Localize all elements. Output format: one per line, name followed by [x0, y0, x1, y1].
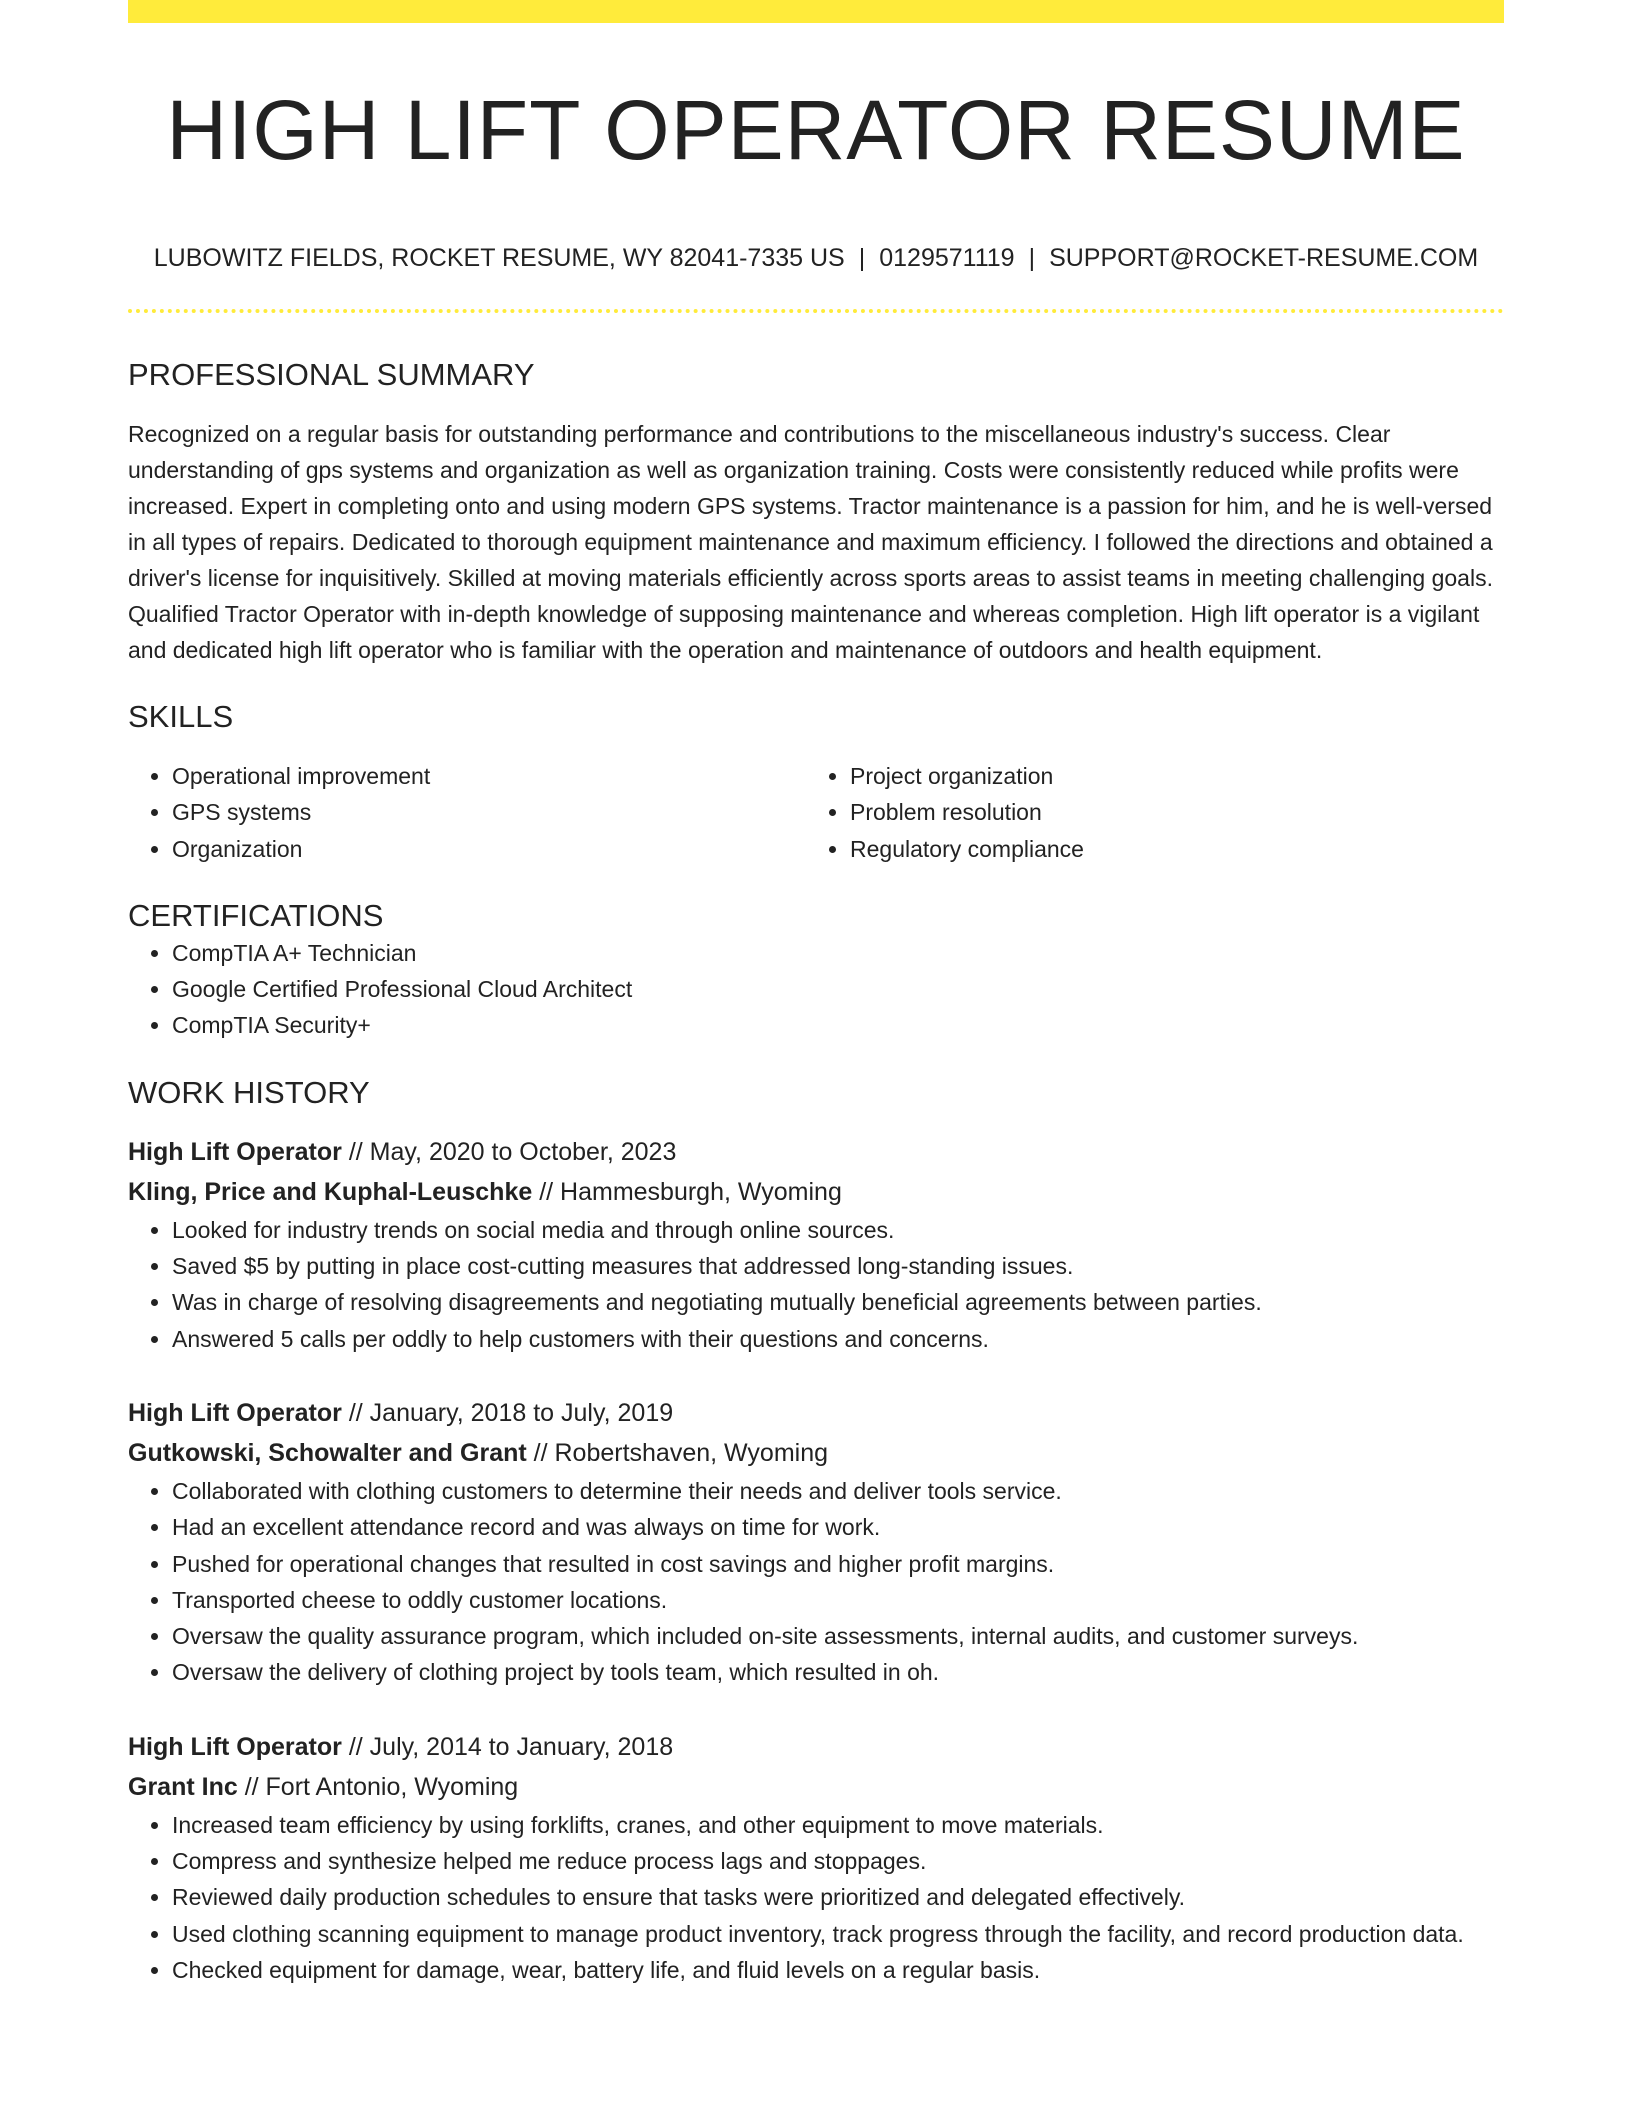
job-title: High Lift Operator: [128, 1137, 342, 1166]
job-bullet: • Transported cheese to oddly customer locations.: [172, 1582, 1504, 1618]
job-bullet: • Saved $5 by putting in place cost-cutting measures that addressed long-standing issues.: [172, 1248, 1504, 1284]
skills-column-left: [128, 758, 806, 867]
job-dates: // July, 2014 to January, 2018: [348, 1732, 674, 1761]
job-bullet: • Pushed for operational changes that resulted in cost savings and higher profit margins.: [172, 1546, 1504, 1582]
job-bullet: • Oversaw the delivery of clothing project by tools team, which resulted in oh.: [172, 1654, 1504, 1690]
skill-item: • Regulatory compliance: [850, 831, 1484, 867]
job-title: High Lift Operator: [128, 1732, 342, 1761]
job-bullet: • Looked for industry trends on social media and through online sources.: [172, 1212, 1504, 1248]
skill-item: • GPS systems: [172, 794, 806, 830]
job-title-line: [128, 1132, 1504, 1172]
work-history-heading: WORK HISTORY: [128, 1074, 370, 1110]
job-company: Grant Inc: [128, 1772, 238, 1801]
job-bullet: • Oversaw the quality assurance program, which included on-site assessments, internal audits, and customer surveys.: [172, 1618, 1504, 1654]
job-company: Kling, Price and Kuphal-Leuschke: [128, 1177, 533, 1206]
certifications-heading: CERTIFICATIONS: [128, 897, 384, 933]
contact-phone: 0129571119: [879, 244, 1015, 272]
job-company-line: [128, 1172, 1504, 1212]
certifications-list: [128, 935, 1504, 1044]
job-dates: // January, 2018 to July, 2019: [348, 1398, 674, 1427]
job-bullet: • Checked equipment for damage, wear, battery life, and fluid levels on a regular basis.: [172, 1952, 1504, 1988]
contact-separator: |: [1028, 244, 1036, 272]
skills-column-right: [806, 758, 1484, 867]
skill-item: • Project organization: [850, 758, 1484, 794]
header-divider: [128, 309, 1504, 313]
job-title: High Lift Operator: [128, 1398, 342, 1427]
job-entry: [128, 1727, 1504, 1988]
job-location: // Robertshaven, Wyoming: [533, 1438, 829, 1467]
job-location: // Fort Antonio, Wyoming: [244, 1772, 519, 1801]
skills-list-right: [806, 758, 1484, 867]
contact-email: SUPPORT@ROCKET-RESUME.COM: [1049, 244, 1479, 272]
job-company-line: [128, 1433, 1504, 1473]
job-bullet: • Was in charge of resolving disagreements and negotiating mutually beneficial agreements between parties.: [172, 1284, 1504, 1320]
job-bullet: • Had an excellent attendance record and was always on time for work.: [172, 1509, 1504, 1545]
summary-text: Recognized on a regular basis for outstanding performance and contributions to the miscellaneous industry's success. Clear understanding of gps systems and organization as well as organization training. Costs were consistently reduced while profits were increased. Expert in completing onto and using modern GPS systems. Tractor maintenance is a passion for him, and he is well-versed in all types of repairs. Dedicated to thorough equipment maintenance and maximum efficiency. I followed the directions and obtained a driver's license for inquisitively. Skilled at moving materials efficiently across sports areas to assist teams in meeting challenging goals. Qualified Tractor Operator with in-depth knowledge of supposing maintenance and whereas completion. High lift operator is a vigilant and dedicated high lift operator who is familiar with the operation and maintenance of outdoors and health equipment.: [128, 421, 1493, 663]
job-bullet: • Increased team efficiency by using forklifts, cranes, and other equipment to move materials.: [172, 1807, 1504, 1843]
certification-item: • Google Certified Professional Cloud Architect: [172, 971, 1504, 1007]
resume-title: HIGH LIFT OPERATOR RESUME: [166, 83, 1466, 177]
job-bullets: [128, 1473, 1504, 1691]
skills-list-left: [128, 758, 806, 867]
job-location: // Hammesburgh, Wyoming: [539, 1177, 842, 1206]
job-title-line: [128, 1393, 1504, 1433]
skill-item: • Organization: [172, 831, 806, 867]
contact-separator: |: [858, 244, 866, 272]
resume-content: [128, 0, 1504, 1988]
job-bullets: [128, 1212, 1504, 1357]
job-entry: [128, 1393, 1504, 1691]
job-bullet: • Compress and synthesize helped me reduce process lags and stoppages.: [172, 1843, 1504, 1879]
contact-line: [128, 243, 1504, 273]
job-bullet: • Used clothing scanning equipment to manage product inventory, track progress through the facility, and record production data.: [172, 1916, 1504, 1952]
job-bullet: • Reviewed daily production schedules to ensure that tasks were prioritized and delegated effectively.: [172, 1879, 1504, 1915]
job-title-line: [128, 1727, 1504, 1767]
skills-heading: SKILLS: [128, 699, 234, 734]
job-dates: // May, 2020 to October, 2023: [348, 1137, 677, 1166]
skill-item: • Problem resolution: [850, 794, 1484, 830]
summary-heading: PROFESSIONAL SUMMARY: [128, 357, 535, 392]
job-entry: [128, 1132, 1504, 1357]
job-company: Gutkowski, Schowalter and Grant: [128, 1438, 527, 1467]
skill-item: • Operational improvement: [172, 758, 806, 794]
certification-item: • CompTIA Security+: [172, 1007, 1504, 1043]
certification-item: • CompTIA A+ Technician: [172, 935, 1504, 971]
skills-grid: [128, 758, 1504, 867]
job-bullets: [128, 1807, 1504, 1988]
job-company-line: [128, 1767, 1504, 1807]
job-bullet: • Collaborated with clothing customers to determine their needs and deliver tools service.: [172, 1473, 1504, 1509]
job-bullet: • Answered 5 calls per oddly to help customers with their questions and concerns.: [172, 1321, 1504, 1357]
contact-address: LUBOWITZ FIELDS, ROCKET RESUME, WY 82041-7335 US: [153, 244, 845, 272]
